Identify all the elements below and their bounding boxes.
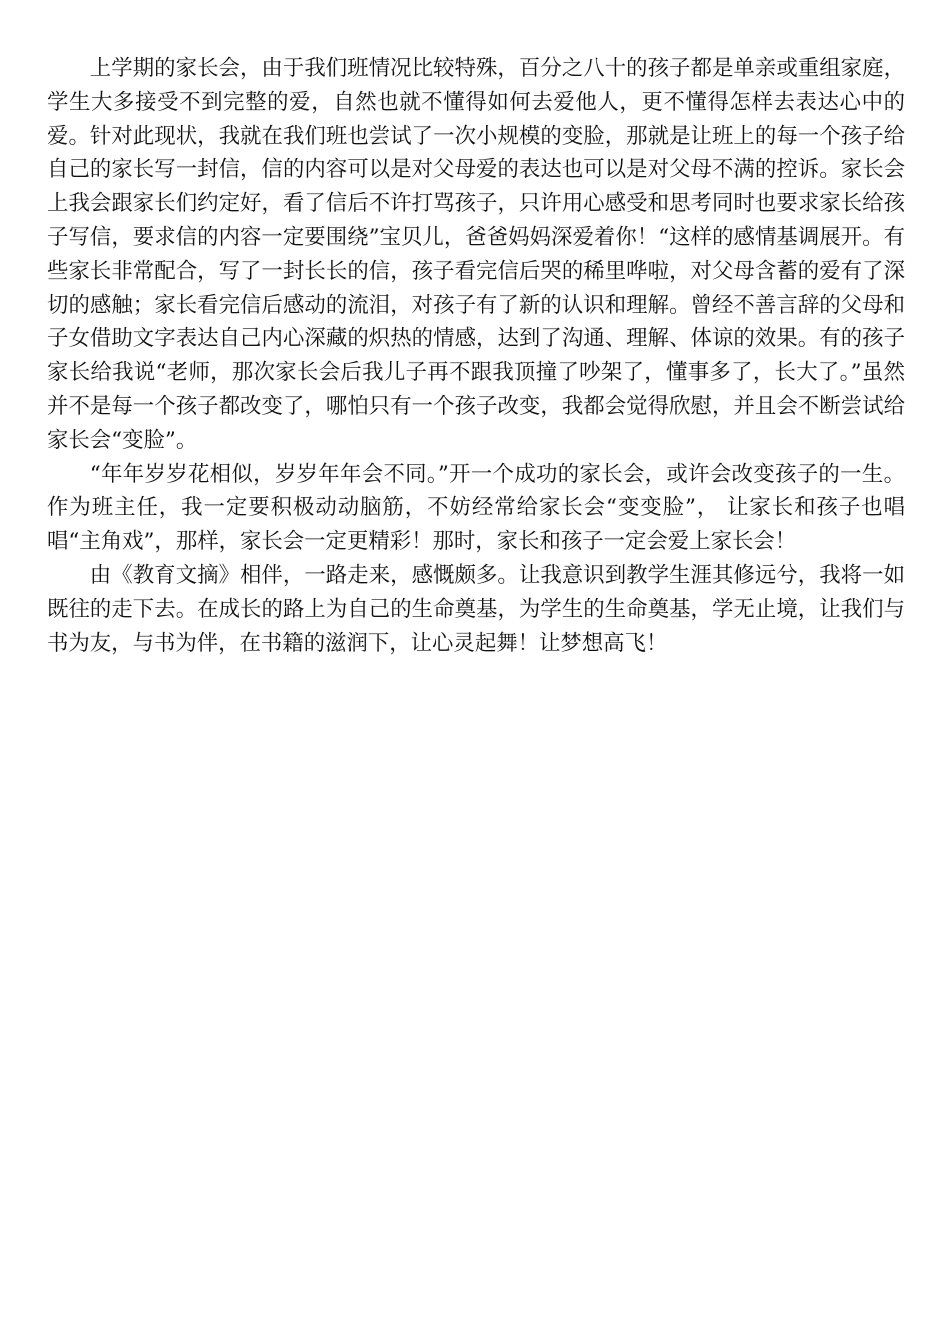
paragraph-change-parent-meeting: “年年岁岁花相似，岁岁年年会不同。”开一个成功的家长会，或许会改变孩子的一生。作为班主任，我一定要积极动动脑筋，不妨经常给家长会“变变脸”， 让家长和孩子也唱唱“主角戏”，那样，家长会一定更精彩！那时，家长和孩子一定会爱上家长会！ xyxy=(47,461,905,555)
paragraph-reading-reflection: 由《教育文摘》相伴，一路走来，感慨颇多。让我意识到教学生涯其修远兮，我将一如既往的走下去。在成长的路上为自己的生命奠基，为学生的生命奠基，学无止境，让我们与书为友，与书为伴，在书籍的滋润下，让心灵起舞！让梦想高飞！ xyxy=(47,562,905,656)
paragraph-parent-meeting-experience: 上学期的家长会，由于我们班情况比较特殊，百分之八十的孩子都是单亲或重组家庭，学生大多接受不到完整的爱，自然也就不懂得如何去爱他人，更不懂得怎样去表达心中的爱。针对此现状，我就在我们班也尝试了一次小规模的变脸，那就是让班上的每一个孩子给自己的家长写一封信，信的内容可以是对父母爱的表达也可以是对父母不满的控诉。家长会上我会跟家长们约定好，看了信后不许打骂孩子，只许用心感受和思考同时也要求家长给孩子写信，要求信的内容一定要围绕”宝贝儿，爸爸妈妈深爱着你！“这样的感情基调展开。有些家长非常配合，写了一封长长的信，孩子看完信后哭的稀里哗啦，对父母含蓄的爱有了深切的感触；家长看完信后感动的流泪，对孩子有了新的认识和理解。曾经不善言辞的父母和子女借助文字表达自己内心深藏的炽热的情感，达到了沟通、理解、体谅的效果。有的孩子家长给我说“老师，那次家长会后我儿子再不跟我顶撞了吵架了，懂事多了，长大了。”虽然并不是每一个孩子都改变了，哪怕只有一个孩子改变，我都会觉得欣慰，并且会不断尝试给家长会“变脸”。 xyxy=(47,56,905,453)
document-body xyxy=(47,52,905,660)
